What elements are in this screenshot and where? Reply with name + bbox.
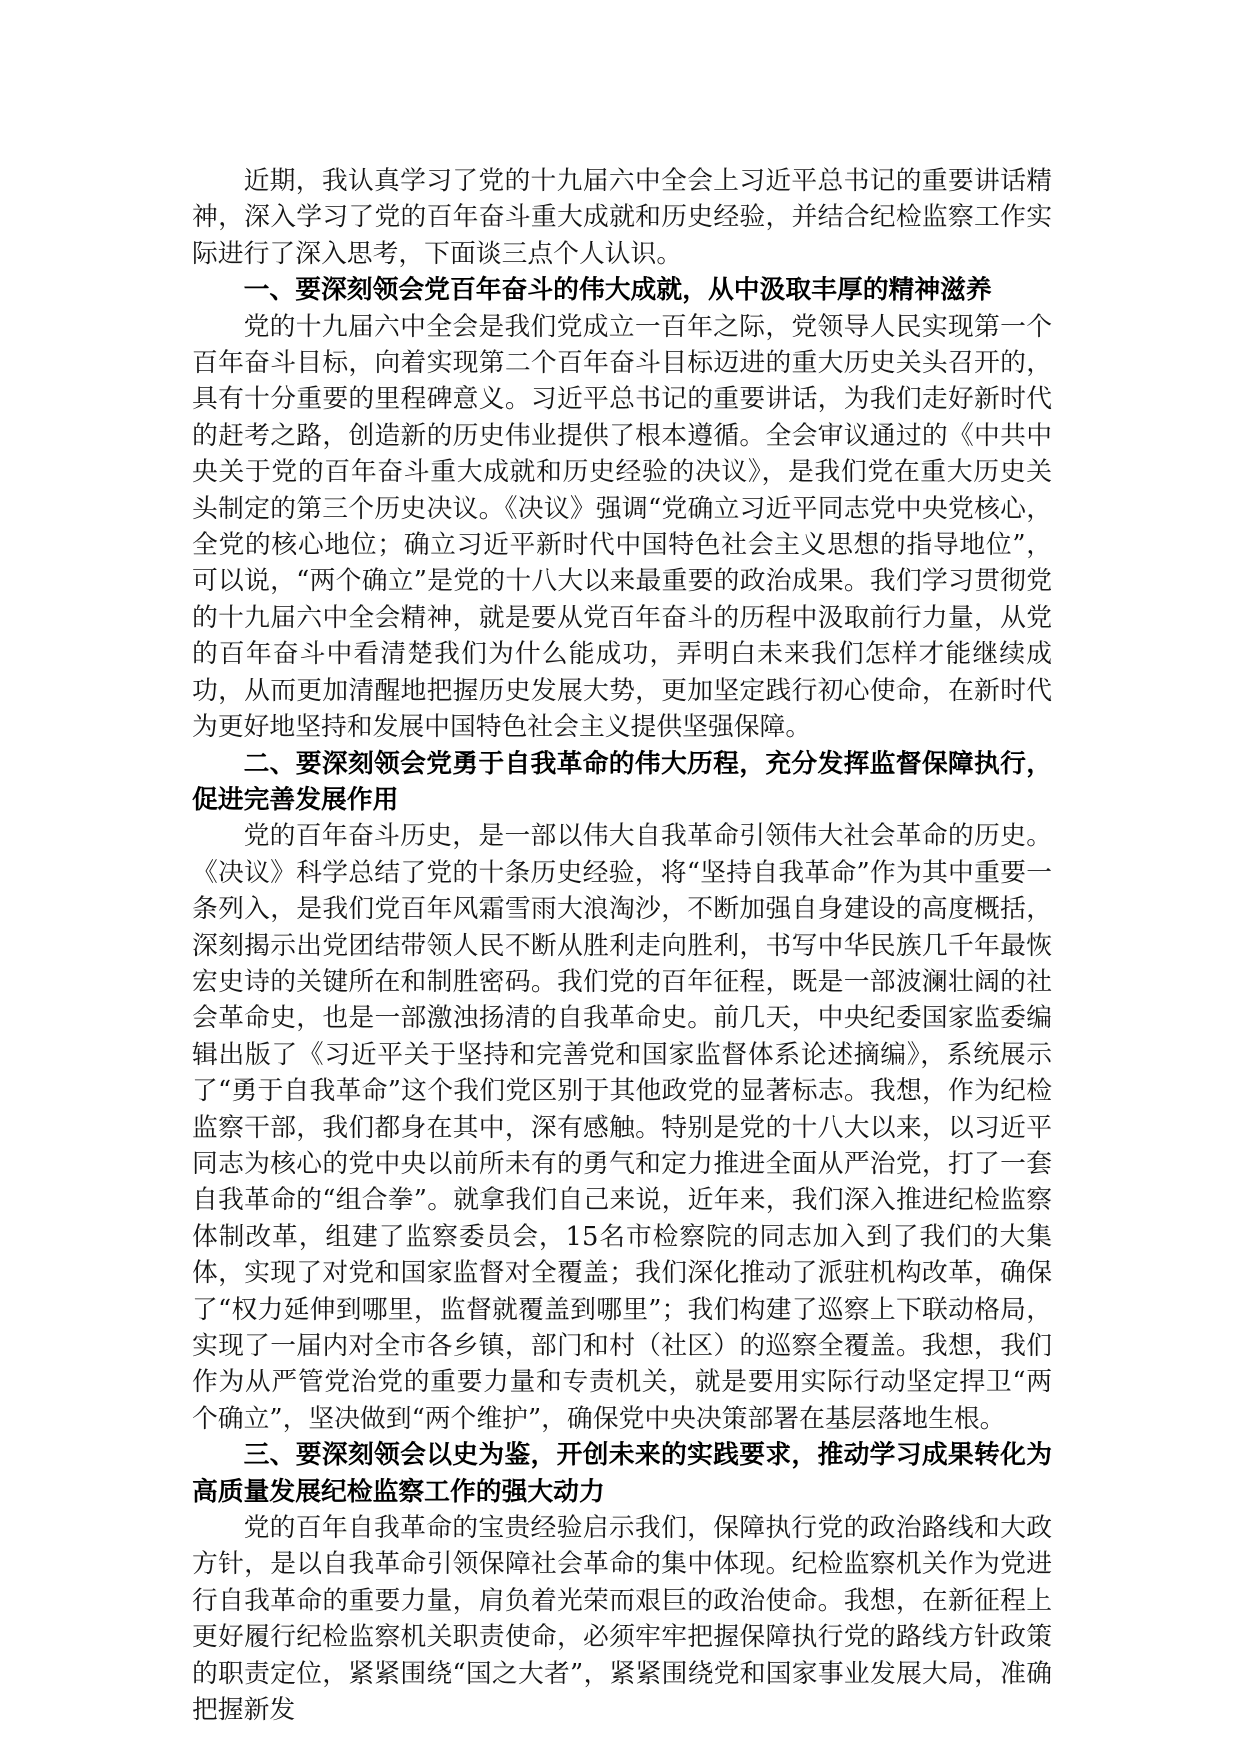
section-2-heading: 二、要深刻领会党勇于自我革命的伟大历程，充分发挥监督保障执行，促进完善发展作用 [192, 748, 1052, 815]
section-1-heading: 一、要深刻领会党百年奋斗的伟大成就，从中汲取丰厚的精神滋养 [243, 275, 992, 306]
section-3-body: 党的百年自我革命的宝贵经验启示我们，保障执行党的政治路线和大政方针，是以自我革命引领保障社会革命的集中体现。纪检监察机关作为党进行自我革命的重要力量，肩负着光荣而艰巨的政治使命。我想，在新征程上更好履行纪检监察机关职责使命，必须牢牢把握保障执行党的路线方针政策的职责定位，紧紧围绕“国之大者”，紧紧围绕党和国家事业发展大局，准确把握新发 [192, 1513, 1052, 1726]
document-page [192, 163, 1052, 1728]
section-2-body: 党的百年奋斗历史，是一部以伟大自我革命引领伟大社会革命的历史。《决议》科学总结了党的十条历史经验，将“坚持自我革命”作为其中重要一条列入，是我们党百年风霜雪雨大浪淘沙，不断加强自身建设的高度概括，深刻揭示出党团结带领人民不断从胜利走向胜利，书写中华民族几千年最恢宏史诗的关键所在和制胜密码。我们党的百年征程，既是一部波澜壮阔的社会革命史，也是一部激浊扬清的自我革命史。前几天，中央纪委国家监委编辑出版了《习近平关于坚持和完善党和国家监督体系论述摘编》，系统展示了“勇于自我革命”这个我们党区别于其他政党的显著标志。我想，作为纪检监察干部，我们都身在其中，深有感触。特别是党的十八大以来，以习近平同志为核心的党中央以前所未有的勇气和定力推进全面从严治党，打了一套自我革命的“组合拳”。就拿我们自己来说，近年来，我们深入推进纪检监察体制改革，组建了监察委员会，15名市检察院的同志加入到了我们的大集体，实现了对党和国家监督对全覆盖；我们深化推动了派驻机构改革，确保了“权力延伸到哪里，监督就覆盖到哪里”；我们构建了巡察上下联动格局，实现了一届内对全市各乡镇，部门和村（社区）的巡察全覆盖。我想，我们作为从严管党治党的重要力量和专责机关，就是要用实际行动坚定捍卫“两个确立”，坚决做到“两个维护”，确保党中央决策部署在基层落地生根。 [192, 821, 1052, 1434]
section-1-body: 党的十九届六中全会是我们党成立一百年之际，党领导人民实现第一个百年奋斗目标，向着实现第二个百年奋斗目标迈进的重大历史关头召开的，具有十分重要的里程碑意义。习近平总书记的重要讲话，为我们走好新时代的赶考之路，创造新的历史伟业提供了根本遵循。全会审议通过的《中共中央关于党的百年奋斗重大成就和历史经验的决议》，是我们党在重大历史关头制定的第三个历史决议。《决议》强调“党确立习近平同志党中央党核心，全党的核心地位；确立习近平新时代中国特色社会主义思想的指导地位”，可以说，“两个确立”是党的十八大以来最重要的政治成果。我们学习贯彻党的十九届六中全会精神，就是要从党百年奋斗的历程中汲取前行力量，从党的百年奋斗中看清楚我们为什么能成功，弄明白未来我们怎样才能继续成功，从而更加清醒地把握历史发展大势，更加坚定践行初心使命，在新时代为更好地坚持和发展中国特色社会主义提供坚强保障。 [192, 311, 1052, 743]
intro-paragraph: 近期，我认真学习了党的十九届六中全会上习近平总书记的重要讲话精神，深入学习了党的百年奋斗重大成就和历史经验，并结合纪检监察工作实际进行了深入思考，下面谈三点个人认识。 [192, 166, 1052, 269]
section-3-heading: 三、要深刻领会以史为鉴，开创未来的实践要求，推动学习成果转化为高质量发展纪检监察工作的强大动力 [192, 1440, 1052, 1507]
